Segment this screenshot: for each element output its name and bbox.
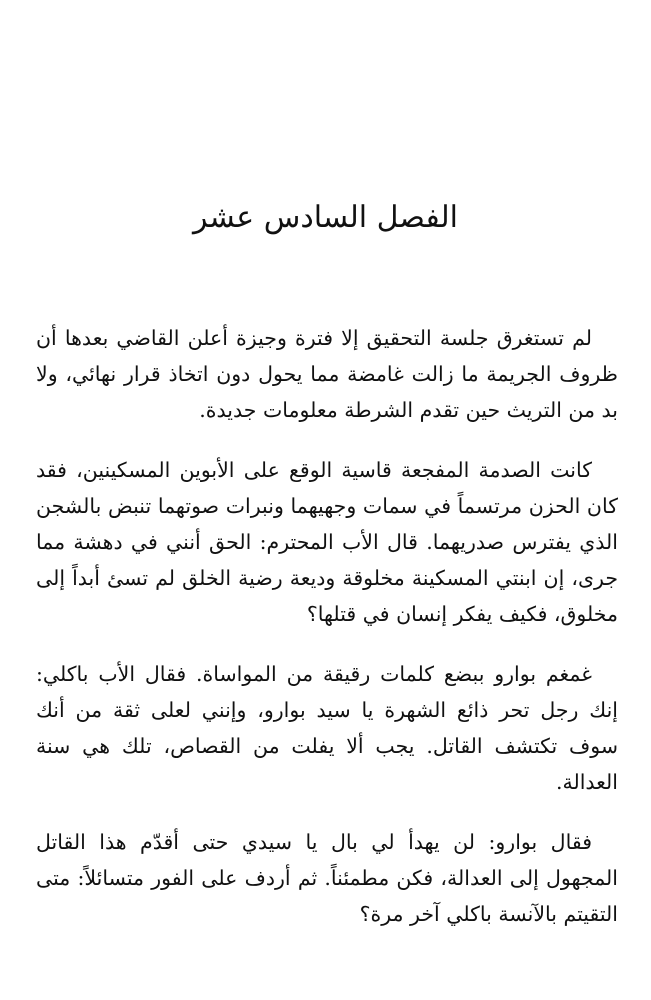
chapter-title: الفصل السادس عشر xyxy=(192,200,459,235)
paragraph-1: لم تستغرق جلسة التحقيق إلا فترة وجيزة أعلن القاضي بعدها أن ظروف الجريمة ما زالت غامضة مما يحول دون اتخاذ قرار نهائي، ولا بد من التريث حين تقدم الشرطة معلومات جديدة. xyxy=(36,326,618,422)
paragraph-3: غمغم بوارو ببضع كلمات رقيقة من المواساة. فقال الأب باكلي: إنك رجل تحر ذائع الشهرة يا سيد بوارو، وإنني لعلى ثقة من أنك سوف تكتشف القاتل. يجب ألا يفلت من القصاص، تلك هي سنة العدالة. xyxy=(36,662,618,794)
chapter-body xyxy=(36,320,618,956)
paragraph-4: فقال بوارو: لن يهدأ لي بال يا سيدي حتى أقدّم هذا القاتل المجهول إلى العدالة، فكن مطمئناً. ثم أردف على الفور متسائلاً: متى التقيتم بالآنسة باكلي آخر مرة؟ xyxy=(36,830,618,926)
paragraph-2: كانت الصدمة المفجعة قاسية الوقع على الأبوين المسكينين، فقد كان الحزن مرتسماً في سمات وجهيهما ونبرات صوتهما تنبض بالشجن الذي يفترس صدريهما. قال الأب المحترم: الحق أنني في دهشة مما جرى، إن ابنتي المسكينة مخلوقة وديعة رضية الخلق لم تسئ أبداً إلى مخلوق، فكيف يفكر إنسان في قتلها؟ xyxy=(36,458,618,626)
